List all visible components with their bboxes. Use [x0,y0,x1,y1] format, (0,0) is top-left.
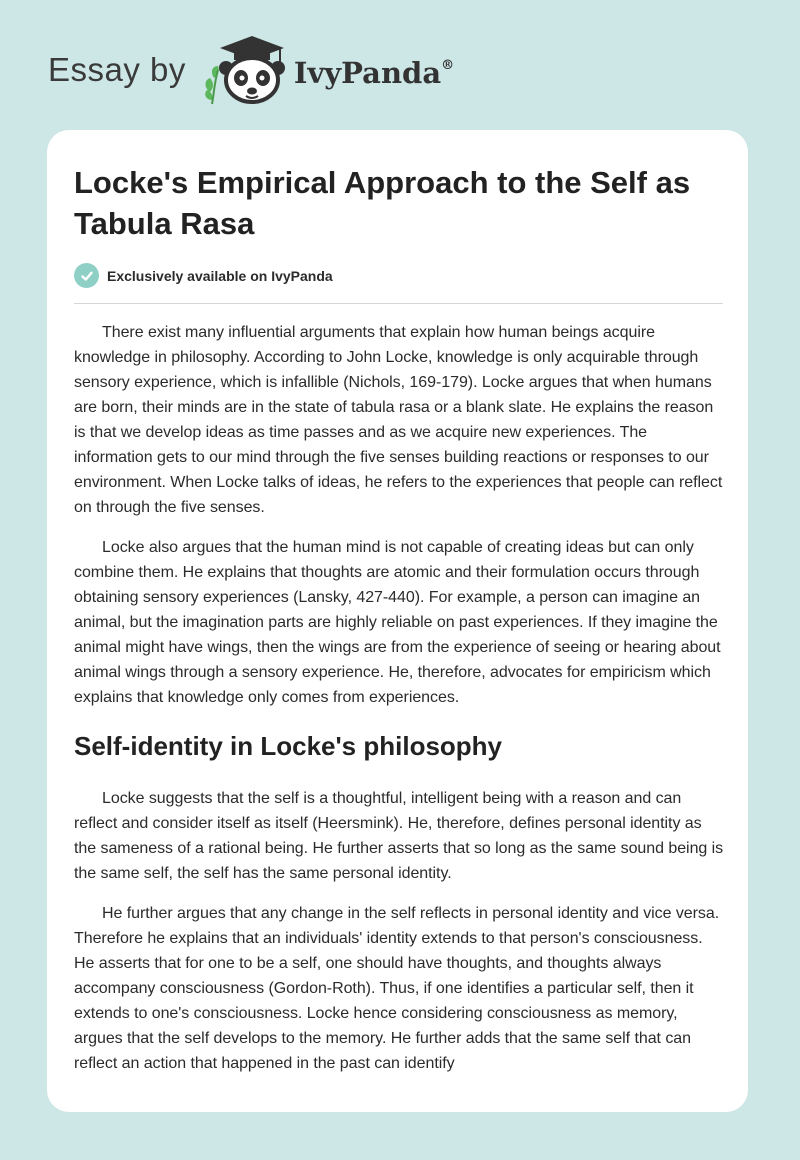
ivypanda-logo-icon[interactable] [200,34,290,106]
paragraph: Locke suggests that the self is a thoughtful, intelligent being with a reason and can reflect and consider itself as itself (Heersmink). He, therefore, defines personal identity as the sameness of a rational being. He further asserts that so long as the same sound being is the same self, the self has the same personal identity. [74,790,724,882]
essay-title: Locke's Empirical Approach to the Self as Tabula Rasa [74,165,691,241]
site-header [48,34,454,106]
essay-by-label: Essay by [48,51,186,88]
registered-mark: ® [441,58,455,73]
exclusive-label: Exclusively available on IvyPanda [107,267,333,284]
brand-name[interactable]: IvyPanda® [293,56,455,90]
paragraph: Locke also argues that the human mind is not capable of creating ideas but can only combine them. He explains that thoughts are atomic and their formulation occurs through obtaining sensory experiences (Lansky, 427-440). For example, a person can imagine an animal, but the imagination parts are highly reliable on past experiences. If they imagine the animal might have wings, then the wings are from the experience of seeing or hearing about animal wings through a sensory experience. He, therefore, advocates for empiricism which explains that knowledge only comes from experiences. [74,539,721,706]
essay-card [47,130,748,1112]
essay-body [74,320,724,1091]
paragraph: There exist many influential arguments that explain how human beings acquire knowledge in philosophy. According to John Locke, knowledge is only acquirable through sensory experience, which is infallible (Nichols, 169-179). Locke argues that when humans are born, their minds are in the state of tabula rasa or a blank slate. He explains the reason is that we develop ideas as time passes and as we acquire new experiences. The information gets to our mind through the five senses building reactions or responses to our environment. When Locke talks of ideas, he refers to the experiences that people can reflect on through the five senses. [74,324,723,516]
checkmark-icon [74,263,99,288]
divider [74,303,723,304]
exclusive-badge [74,263,333,288]
section-heading: Self-identity in Locke's philosophy [74,731,503,761]
paragraph: He further argues that any change in the self reflects in personal identity and vice versa. Therefore he explains that an individuals' identity extends to that person's consciousness. He asserts that for one to be a self, one should have thoughts, and thoughts always accompany consciousness (Gordon-Roth). Thus, if one identifies a particular self, then it extends to one's consciousness. Locke hence considering consciousness as memory, argues that the self develops to the memory. He further adds that the same self that can reflect an action that happened in the past can identify [74,905,720,1072]
